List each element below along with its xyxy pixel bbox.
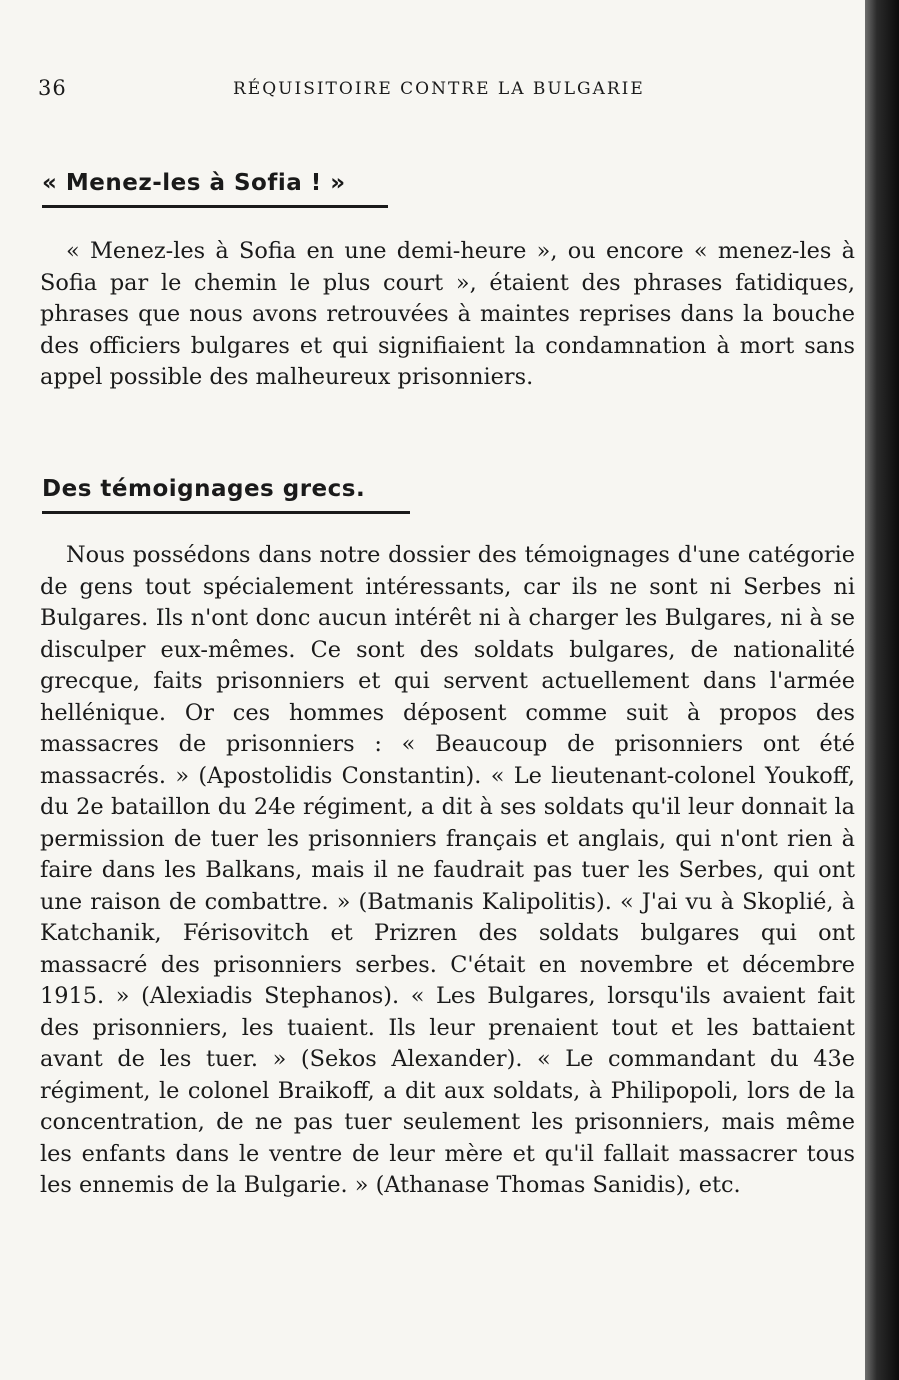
section-heading-greek-testimonies: Des témoignages grecs. — [42, 476, 410, 514]
page-number: 36 — [38, 76, 67, 100]
page-header — [38, 76, 858, 106]
paragraph-sofia: « Menez-les à Sofia en une demi-heure », ou encore « menez-les à Sofia par le chemin le plus court », étaient des phrases fatidiques, phrases que nous avons retrouvées à maintes reprises dans la bouche des officiers bulgares et qui signifiaient la condamnation à mort sans appel possible des malheureux prisonniers. — [40, 238, 855, 390]
paragraph-greek-testimonies: Nous possédons dans notre dossier des témoignages d'une catégorie de gens tout spécialement intéressants, car ils ne sont ni Serbes ni Bulgares. Ils n'ont donc aucun intérêt ni à charger les Bulgares, ni à se disculper eux-mêmes. Ce sont des soldats bulgares, de nationalité grecque, faits prisonniers et qui servent actuellement dans l'armée hellénique. Or ces hommes déposent comme suit à propos des massacres de prisonniers : « Beaucoup de prisonniers ont été massacrés. » (Apostolidis Constantin). « Le lieutenant-colonel Youkoff, du 2e bataillon du 24e régiment, a dit à ses soldats qu'il leur donnait la permission de tuer les prisonniers français et anglais, qui n'ont rien à faire dans les Balkans, mais il ne faudrait pas tuer les Serbes, qui ont une raison de combattre. » (Batmanis Kalipolitis). « J'ai vu à Skoplié, à Katchanik, Férisovitch et Prizren des soldats bulgares qui ont massacré des prisonniers serbes. C'était en novembre et décembre 1915. » (Alexiadis Stephanos). « Les Bulgares, lorsqu'ils avaient fait des prisonniers, les tuaient. Ils leur prenaient tout et les battaient avant de les tuer. » (Sekos Alexander). « Le commandant du 43e régiment, le colonel Braikoff, a dit aux soldats, à Philipopoli, lors de la concentration, de ne pas tuer seulement les prisonniers, mais même les enfants dans le ventre de leur mère et qu'il fallait massacrer tous les ennemis de la Bulgarie. » (Athanase Thomas Sanidis), etc. — [40, 542, 855, 1198]
page-binding-edge — [865, 0, 899, 1380]
section-heading-sofia: « Menez-les à Sofia ! » — [42, 170, 388, 208]
running-title: RÉQUISITOIRE CONTRE LA BULGARIE — [233, 79, 645, 99]
